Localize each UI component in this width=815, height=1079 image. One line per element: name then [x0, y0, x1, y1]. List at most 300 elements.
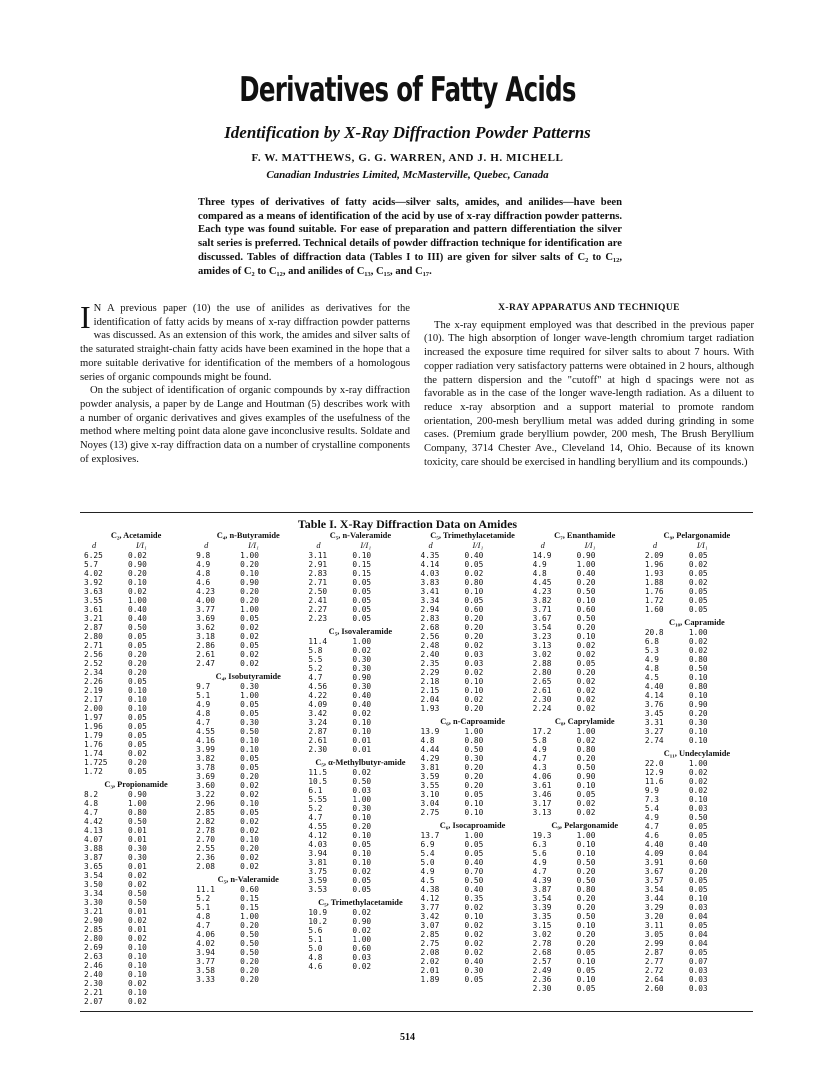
d-spacing: 2.00 [84, 704, 103, 713]
compound-name: C₅, n-Valeramide [329, 531, 392, 540]
d-spacing: 2.23 [308, 614, 328, 623]
relative-intensity: 1.00 [240, 912, 259, 921]
table-row [196, 975, 300, 984]
d-spacing: 5.1 [308, 935, 323, 944]
table-row [196, 957, 300, 966]
d-spacing: 2.63 [84, 952, 103, 961]
table-row [84, 722, 188, 731]
relative-intensity: 0.30 [688, 718, 708, 727]
page-number: 514 [400, 1032, 415, 1043]
table-row [421, 754, 525, 763]
table-row [645, 768, 749, 777]
table-row [196, 948, 300, 957]
relative-intensity: 0.20 [464, 614, 484, 623]
table-row [196, 817, 300, 826]
table-row [84, 560, 188, 569]
table-row [421, 957, 525, 966]
relative-intensity: 0.05 [352, 596, 372, 605]
relative-intensity: 0.02 [464, 930, 484, 939]
d-spacing: 4.7 [532, 754, 547, 763]
d-spacing: 2.71 [84, 641, 103, 650]
table-row [421, 560, 525, 569]
d-spacing: 3.17 [532, 799, 552, 808]
abstract: Three types of derivatives of fatty acids—silver salts, amides, and anilides—have been compared as a means of identification of the acid by use of x-ray diffraction powder patterns. Each type was found suitable. For ease of preparation and pattern differentiation the silver salt series is preferred. Technical details of powder diffraction technique for identification are discussed. Tables of diffraction data (Tables I to III) are given for silver salts of C₂ to C₁₂, amides of C₂ to C₁₂, and anilides of C₁₃, C₁₅, and C₁₇. [198, 197, 622, 277]
relative-intensity: 0.05 [576, 984, 596, 993]
table-row [645, 777, 749, 786]
table-row [533, 695, 637, 704]
table-top-rule [80, 512, 753, 513]
relative-intensity: 1.00 [464, 831, 484, 840]
relative-intensity: 0.10 [352, 858, 372, 867]
table-row [308, 637, 412, 646]
table-row [196, 763, 300, 772]
d-spacing: 3.61 [84, 605, 103, 614]
article-subtitle: Identification by X-Ray Diffraction Powder Patterns [224, 123, 591, 142]
d-spacing: 3.87 [532, 885, 552, 894]
compound-name: C₁₀, Capramide [669, 618, 725, 627]
relative-intensity: 0.50 [576, 614, 596, 623]
d-spacing: 2.68 [420, 623, 440, 632]
table-row [84, 979, 188, 988]
relative-intensity: 0.10 [688, 795, 708, 804]
table-row [84, 668, 188, 677]
d-spacing: 4.29 [420, 754, 440, 763]
relative-intensity: 0.90 [240, 578, 259, 587]
relative-intensity: 0.20 [576, 754, 596, 763]
table-row [533, 632, 637, 641]
d-spacing: 4.07 [84, 835, 103, 844]
table-row [533, 957, 637, 966]
d-spacing: 4.9 [420, 867, 435, 876]
table-row [308, 718, 412, 727]
table-row [308, 655, 412, 664]
relative-intensity: 0.10 [352, 718, 372, 727]
relative-intensity: 0.05 [688, 876, 708, 885]
d-spacing: 6.25 [84, 551, 103, 560]
table-row [533, 754, 637, 763]
column-header: d I/I₁ [428, 541, 484, 550]
d-spacing: 3.88 [84, 844, 103, 853]
d-spacing: 2.08 [420, 948, 440, 957]
table-row [308, 605, 412, 614]
d-spacing: 2.85 [196, 808, 215, 817]
relative-intensity: 0.30 [464, 966, 484, 975]
table-row [421, 695, 525, 704]
table-row [196, 939, 300, 948]
d-spacing: 2.35 [420, 659, 440, 668]
relative-intensity: 0.05 [128, 731, 147, 740]
relative-intensity: 0.90 [352, 917, 372, 926]
table-row [421, 885, 525, 894]
d-spacing: 4.8 [532, 569, 547, 578]
relative-intensity: 0.90 [128, 790, 147, 799]
d-spacing: 4.14 [644, 691, 664, 700]
table-row [645, 975, 749, 984]
table-row [421, 840, 525, 849]
d-spacing: 6.1 [308, 786, 323, 795]
d-spacing: 4.12 [308, 831, 328, 840]
d-spacing: 10.2 [308, 917, 328, 926]
table-row [308, 795, 412, 804]
d-spacing: 2.80 [84, 934, 103, 943]
d-spacing: 6.9 [420, 840, 435, 849]
table-row [533, 948, 637, 957]
relative-intensity: 1.00 [240, 551, 259, 560]
table-row [308, 962, 412, 971]
relative-intensity: 0.60 [464, 605, 484, 614]
table-row [84, 569, 188, 578]
relative-intensity: 0.05 [688, 569, 708, 578]
relative-intensity: 0.40 [688, 840, 708, 849]
d-spacing: 5.6 [532, 849, 547, 858]
table-row [533, 569, 637, 578]
d-spacing: 2.60 [644, 984, 664, 993]
table-row [533, 808, 637, 817]
relative-intensity: 0.05 [688, 822, 708, 831]
relative-intensity: 1.00 [352, 795, 372, 804]
d-spacing: 2.82 [196, 817, 215, 826]
table-row [421, 966, 525, 975]
d-spacing: 2.36 [532, 975, 552, 984]
table-row [533, 840, 637, 849]
table-row [645, 646, 749, 655]
relative-intensity: 0.03 [688, 966, 708, 975]
d-spacing: 14.9 [532, 551, 552, 560]
relative-intensity: 0.50 [576, 912, 596, 921]
relative-intensity: 0.05 [464, 849, 484, 858]
relative-intensity: 1.00 [240, 691, 259, 700]
table-row [421, 641, 525, 650]
relative-intensity: 0.20 [464, 772, 484, 781]
relative-intensity: 0.50 [240, 948, 259, 957]
relative-intensity: 0.10 [352, 831, 372, 840]
table-row [533, 551, 637, 560]
relative-intensity: 0.05 [352, 876, 372, 885]
d-spacing: 5.2 [196, 894, 211, 903]
d-spacing: 4.03 [308, 840, 328, 849]
section-heading: X-RAY APPARATUS AND TECHNIQUE [498, 303, 680, 313]
relative-intensity: 0.02 [576, 677, 596, 686]
d-spacing: 3.39 [532, 903, 552, 912]
relative-intensity: 0.90 [128, 560, 147, 569]
relative-intensity: 0.02 [240, 853, 259, 862]
table-row [421, 975, 525, 984]
relative-intensity: 0.05 [128, 740, 147, 749]
relative-intensity: 0.02 [352, 962, 372, 971]
d-spacing: 2.01 [420, 966, 440, 975]
table-row [196, 826, 300, 835]
relative-intensity: 0.15 [352, 560, 372, 569]
d-spacing: 4.35 [420, 551, 440, 560]
table-row [196, 578, 300, 587]
d-spacing: 5.4 [644, 804, 659, 813]
table-row [645, 569, 749, 578]
table-row [645, 930, 749, 939]
d-spacing: 2.55 [196, 844, 215, 853]
d-spacing: 3.59 [308, 876, 328, 885]
relative-intensity: 0.07 [688, 957, 708, 966]
relative-intensity: 0.10 [688, 727, 708, 736]
relative-intensity: 0.05 [352, 605, 372, 614]
table-row [645, 939, 749, 948]
d-spacing: 3.41 [420, 587, 440, 596]
relative-intensity: 1.00 [576, 727, 596, 736]
table-column [533, 531, 637, 993]
d-spacing: 1.76 [644, 587, 664, 596]
table-row [533, 876, 637, 885]
relative-intensity: 0.10 [688, 736, 708, 745]
compound-name: C₃, Propionamide [104, 780, 168, 789]
d-spacing: 4.7 [308, 673, 323, 682]
table-row [533, 858, 637, 867]
relative-intensity: 0.10 [240, 569, 259, 578]
relative-intensity: 0.50 [352, 777, 372, 786]
d-spacing: 3.53 [308, 885, 328, 894]
table-row [533, 641, 637, 650]
table-row [645, 727, 749, 736]
table-row [308, 786, 412, 795]
relative-intensity: 0.02 [688, 768, 708, 777]
d-spacing: 2.40 [420, 650, 440, 659]
table-row [533, 885, 637, 894]
table-row [645, 736, 749, 745]
d-spacing: 4.06 [196, 930, 215, 939]
d-spacing: 3.29 [644, 903, 664, 912]
table-row [421, 894, 525, 903]
table-row [84, 952, 188, 961]
d-spacing: 2.74 [644, 736, 664, 745]
d-spacing: 2.08 [196, 862, 215, 871]
table-row [308, 614, 412, 623]
relative-intensity: 0.35 [464, 894, 484, 903]
d-spacing: 2.30 [84, 979, 103, 988]
table-row [421, 867, 525, 876]
d-spacing: 13.9 [420, 727, 440, 736]
relative-intensity: 0.02 [352, 908, 372, 917]
d-spacing: 10.5 [308, 777, 328, 786]
d-spacing: 3.78 [196, 763, 215, 772]
relative-intensity: 0.05 [352, 587, 372, 596]
table-row [533, 763, 637, 772]
table-row [645, 587, 749, 596]
d-spacing: 2.50 [308, 587, 328, 596]
d-spacing: 4.16 [196, 736, 215, 745]
table-row [533, 966, 637, 975]
d-spacing: 1.725 [84, 758, 108, 767]
relative-intensity: 0.02 [240, 781, 259, 790]
d-spacing: 4.8 [196, 912, 211, 921]
d-spacing: 3.13 [532, 808, 552, 817]
relative-intensity: 0.10 [240, 835, 259, 844]
table-row [84, 641, 188, 650]
d-spacing: 5.3 [644, 646, 659, 655]
author-list: F. W. MATTHEWS, G. G. WARREN, AND J. H. MICHELL [251, 152, 564, 164]
d-spacing: 4.9 [532, 858, 547, 867]
relative-intensity: 0.70 [464, 867, 484, 876]
d-spacing: 1.93 [644, 569, 664, 578]
d-spacing: 2.85 [420, 930, 440, 939]
d-spacing: 3.77 [196, 957, 215, 966]
table-row [196, 790, 300, 799]
d-spacing: 2.68 [532, 948, 552, 957]
table-row [533, 921, 637, 930]
table-row [84, 623, 188, 632]
relative-intensity: 1.00 [576, 560, 596, 569]
d-spacing: 4.8 [196, 569, 211, 578]
relative-intensity: 1.00 [688, 628, 708, 637]
table-row [645, 691, 749, 700]
relative-intensity: 0.04 [688, 912, 708, 921]
relative-intensity: 0.05 [128, 641, 147, 650]
d-spacing: 2.29 [420, 668, 440, 677]
table-row [533, 831, 637, 840]
table-row [84, 551, 188, 560]
relative-intensity: 0.03 [688, 804, 708, 813]
relative-intensity: 0.02 [240, 862, 259, 871]
d-spacing: 4.9 [644, 655, 659, 664]
relative-intensity: 0.50 [128, 623, 147, 632]
relative-intensity: 0.40 [464, 858, 484, 867]
table-row [84, 758, 188, 767]
relative-intensity: 0.01 [128, 835, 147, 844]
d-spacing: 4.00 [196, 596, 215, 605]
d-spacing: 4.7 [308, 813, 323, 822]
table-row [196, 745, 300, 754]
relative-intensity: 0.10 [128, 952, 147, 961]
table-row [421, 569, 525, 578]
relative-intensity: 0.05 [352, 840, 372, 849]
d-spacing: 2.65 [532, 677, 552, 686]
d-spacing: 1.88 [644, 578, 664, 587]
d-spacing: 7.3 [644, 795, 659, 804]
relative-intensity: 0.30 [240, 682, 259, 691]
d-spacing: 4.7 [196, 921, 211, 930]
table-row [196, 799, 300, 808]
table-row [421, 578, 525, 587]
relative-intensity: 0.03 [688, 984, 708, 993]
relative-intensity: 0.02 [464, 668, 484, 677]
d-spacing: 3.07 [420, 921, 440, 930]
relative-intensity: 0.04 [688, 930, 708, 939]
relative-intensity: 0.10 [464, 587, 484, 596]
compound-name: C₁₁, Undecylamide [663, 749, 731, 758]
table-row [84, 677, 188, 686]
d-spacing: 5.2 [308, 804, 323, 813]
table-row [196, 727, 300, 736]
relative-intensity: 0.02 [128, 587, 147, 596]
relative-intensity: 0.10 [240, 799, 259, 808]
relative-intensity: 0.20 [240, 596, 259, 605]
table-row [645, 718, 749, 727]
table-row [645, 813, 749, 822]
compound-name: C₅, n-Valeramide [217, 875, 279, 884]
table-row [533, 903, 637, 912]
relative-intensity: 0.10 [576, 632, 596, 641]
table-row [421, 858, 525, 867]
d-spacing: 3.30 [84, 898, 103, 907]
table-row [196, 650, 300, 659]
table-row [308, 727, 412, 736]
d-spacing: 3.04 [420, 799, 440, 808]
body-paragraph: The x-ray equipment employed was that described in the previous paper (10). The high absorption of longer wave-length chromium target radiation increased the exposure time required for silver salts to about 7 hours. With copper radiation very satisfactory patterns were obtained in 2 hours, although the pattern dispersion and the "cutoff" at high d spacings were not as favorable as in the case of the longer wave-length radiation. As a diluent to reduce x-ray absorption and a support material to promote random orientation, 200-mesh beryllium metal was added during grinding in some cases. (Premium grade beryllium powder, 200 mesh, The Brush Beryllium Company, 3714 Chester Ave., Cleveland 14, Ohio. Because of its known toxicity, care should be exercised in handling beryllium and its compounds.) [424, 319, 754, 468]
table-row [308, 777, 412, 786]
compound-name: C₉, Pelargonamide [663, 531, 731, 540]
table-row [645, 957, 749, 966]
body-paragraph: On the subject of identification of organic compounds by x-ray diffraction powder analysis, a paper by de Lange and Houtman (5) describes work with a number of organic derivatives and gives examples of the usefulness of the method where melting point data alone gave inconclusive results. Soldate and Noyes (13) give x-ray diffraction data on a number of crystalline components of explosives. [80, 385, 410, 465]
table-row [308, 953, 412, 962]
table-row [308, 822, 412, 831]
relative-intensity: 0.10 [240, 736, 259, 745]
table-row [421, 831, 525, 840]
table-row [196, 844, 300, 853]
table-row [645, 903, 749, 912]
d-spacing: 3.46 [532, 790, 552, 799]
relative-intensity: 0.05 [464, 975, 484, 984]
table-row [533, 975, 637, 984]
d-spacing: 20.8 [644, 628, 664, 637]
d-spacing: 5.8 [532, 736, 547, 745]
table-row [84, 749, 188, 758]
relative-intensity: 0.50 [576, 763, 596, 772]
d-spacing: 2.56 [420, 632, 440, 641]
table-column [421, 531, 525, 984]
d-spacing: 2.78 [532, 939, 552, 948]
table-row [421, 704, 525, 713]
d-spacing: 3.99 [196, 745, 215, 754]
d-spacing: 2.27 [308, 605, 328, 614]
relative-intensity: 0.30 [128, 853, 147, 862]
relative-intensity: 1.00 [128, 596, 147, 605]
d-spacing: 1.89 [420, 975, 440, 984]
relative-intensity: 0.20 [464, 623, 484, 632]
d-spacing: 2.96 [196, 799, 215, 808]
table-row [421, 930, 525, 939]
d-spacing: 2.52 [84, 659, 103, 668]
table-row [84, 880, 188, 889]
table-row [308, 944, 412, 953]
table-row [645, 664, 749, 673]
relative-intensity: 0.02 [576, 736, 596, 745]
relative-intensity: 0.50 [240, 727, 259, 736]
d-spacing: 1.60 [644, 605, 664, 614]
d-spacing: 4.09 [308, 700, 328, 709]
table-row [533, 894, 637, 903]
d-spacing: 3.55 [84, 596, 103, 605]
relative-intensity: 0.30 [240, 718, 259, 727]
relative-intensity: 0.10 [240, 745, 259, 754]
table-row [645, 804, 749, 813]
d-spacing: 3.59 [420, 772, 440, 781]
d-spacing: 11.5 [308, 768, 328, 777]
body-column-right [424, 302, 754, 469]
d-spacing: 17.2 [532, 727, 552, 736]
d-spacing: 3.76 [644, 700, 664, 709]
table-row [196, 659, 300, 668]
relative-intensity: 0.02 [464, 903, 484, 912]
d-spacing: 9.7 [196, 682, 211, 691]
table-row [645, 984, 749, 993]
d-spacing: 2.86 [196, 641, 215, 650]
relative-intensity: 1.00 [352, 637, 372, 646]
relative-intensity: 0.50 [688, 664, 708, 673]
d-spacing: 3.45 [644, 709, 664, 718]
d-spacing: 2.87 [644, 948, 664, 957]
relative-intensity: 0.02 [352, 709, 372, 718]
relative-intensity: 0.40 [576, 569, 596, 578]
d-spacing: 3.57 [644, 876, 664, 885]
relative-intensity: 0.03 [688, 903, 708, 912]
relative-intensity: 0.05 [688, 551, 708, 560]
